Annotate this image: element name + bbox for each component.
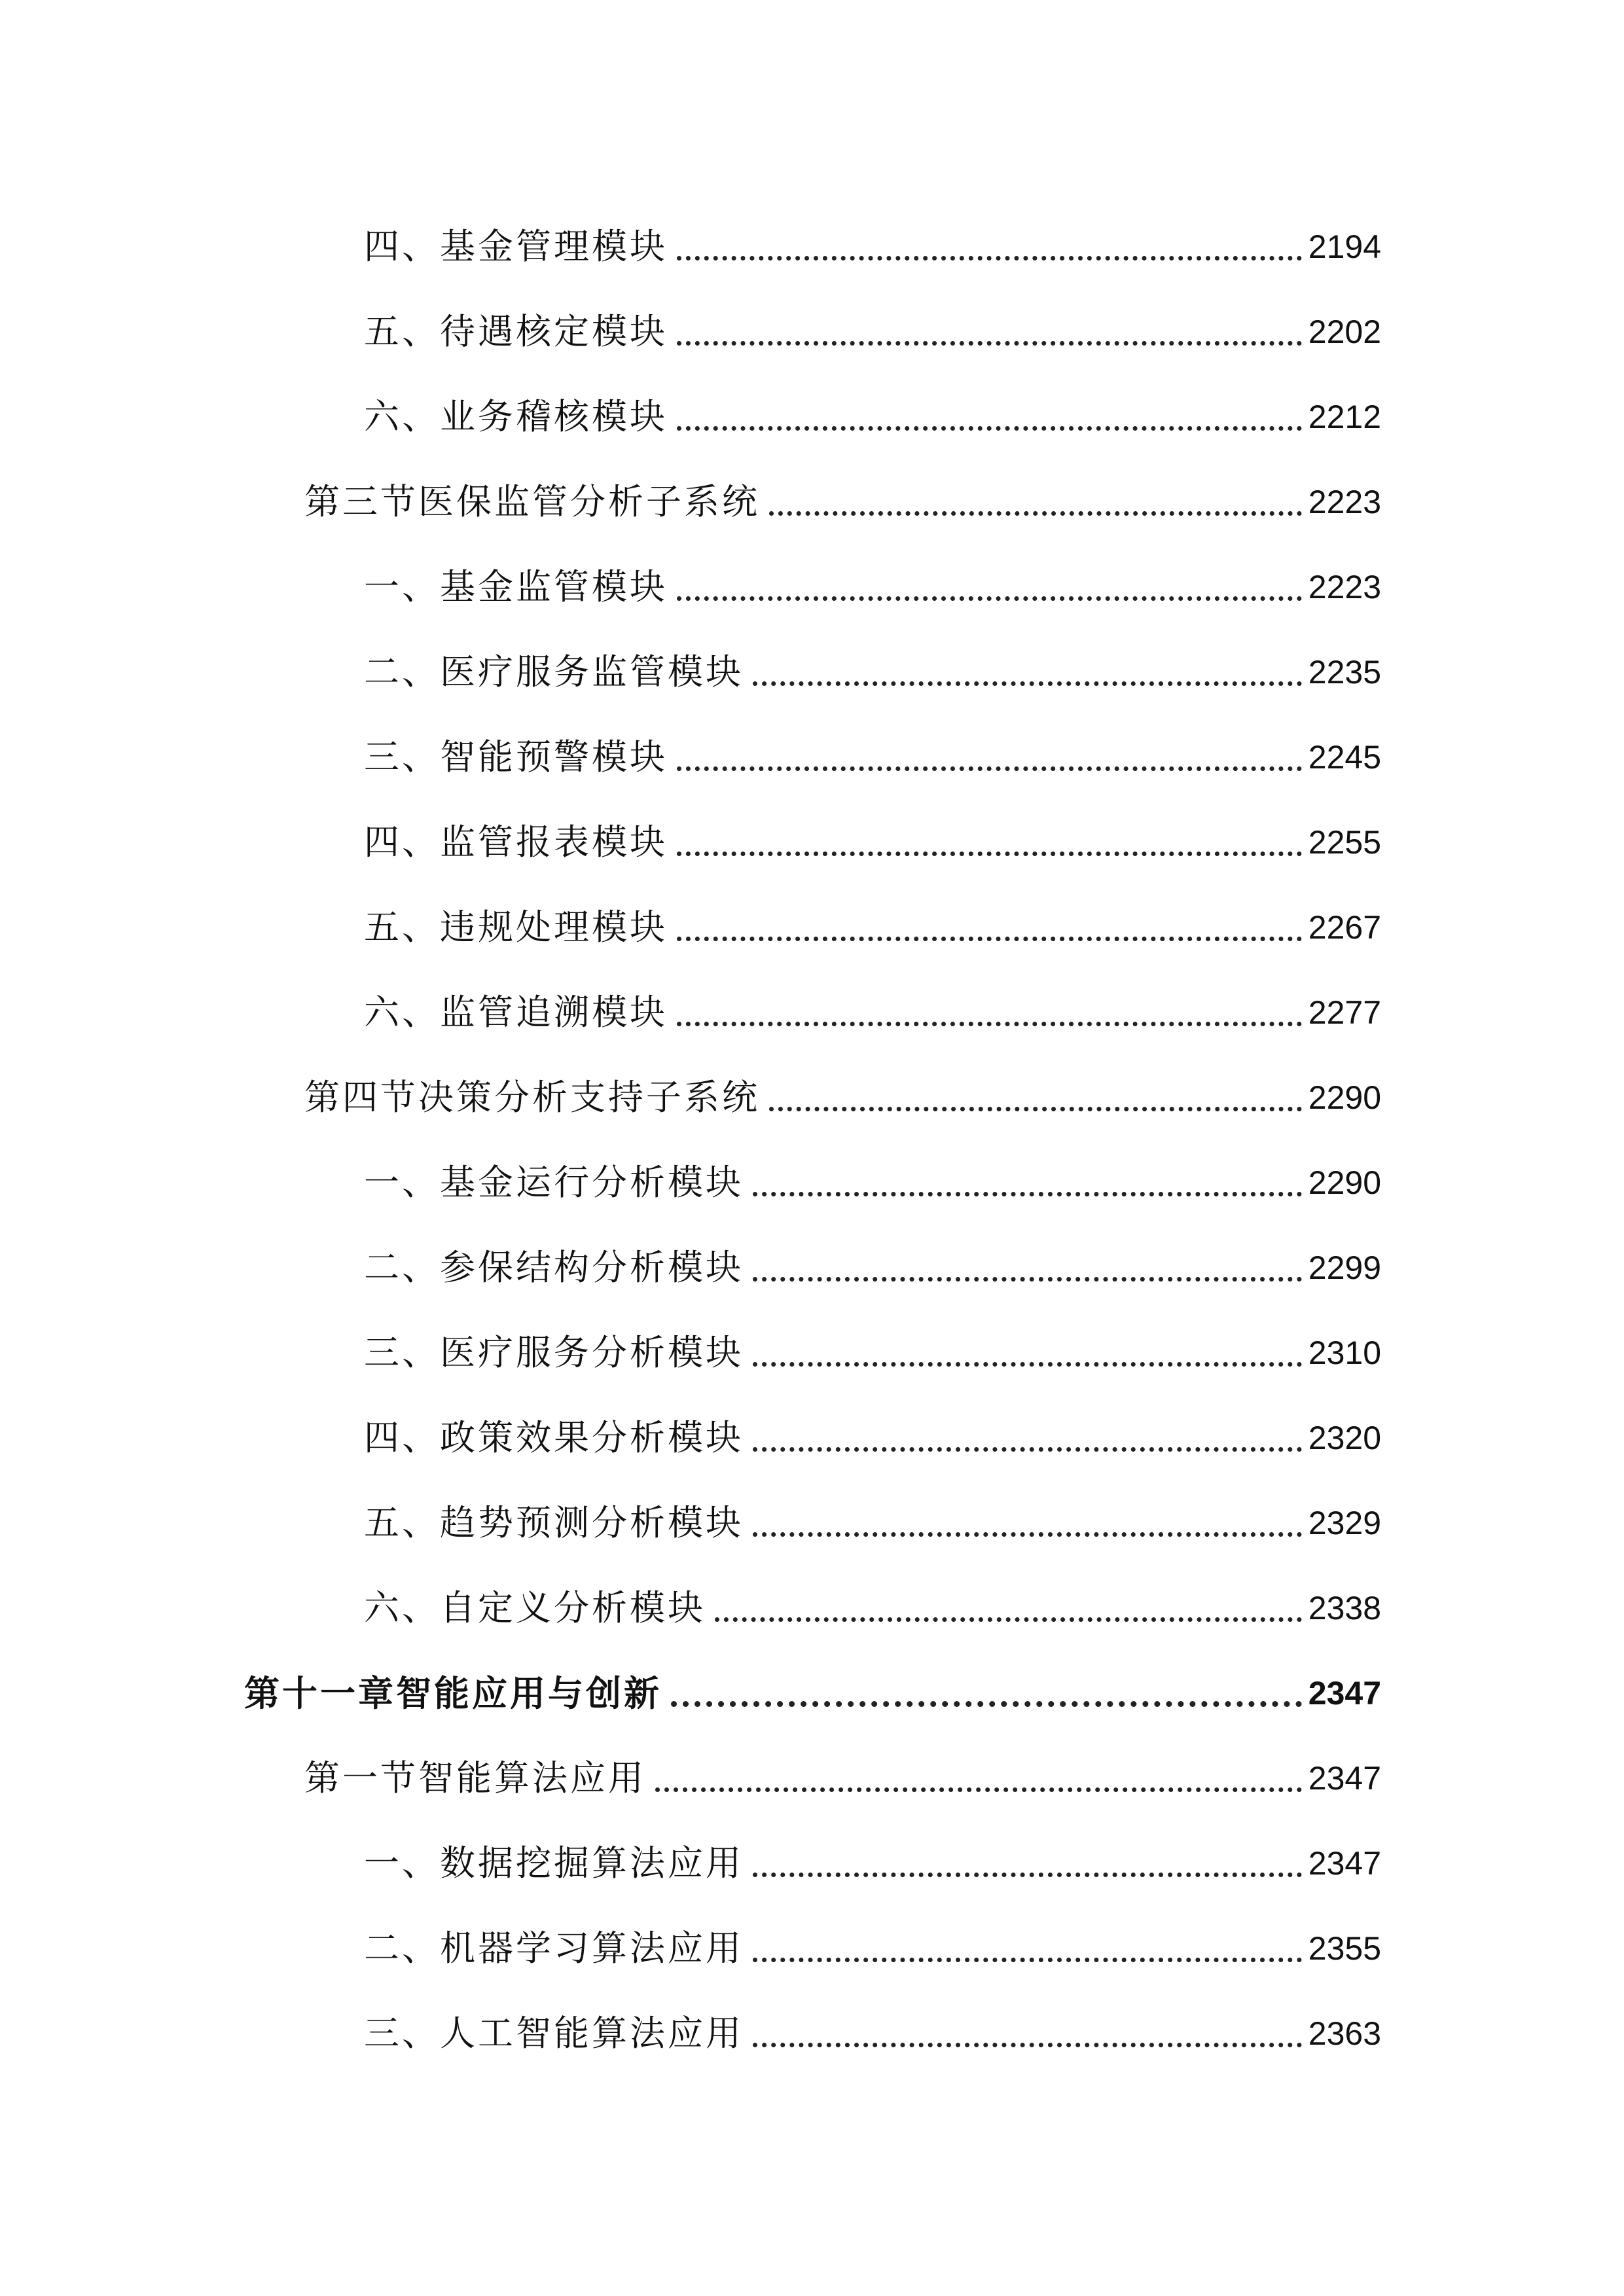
dot-leader — [677, 937, 1302, 941]
toc-entry[interactable] — [364, 1918, 1381, 1970]
toc-entry[interactable] — [364, 2003, 1381, 2055]
toc-page-number: 2290 — [1308, 1079, 1381, 1116]
toc-page-number: 2347 — [1308, 1675, 1381, 1712]
toc-entry-title: 一、数据挖掘算法应用 — [364, 1842, 744, 1884]
dot-leader — [753, 1277, 1302, 1282]
toc-entry[interactable] — [364, 1492, 1381, 1545]
toc-entry-title: 三、人工智能算法应用 — [364, 2013, 744, 2054]
dot-leader — [769, 1107, 1302, 1111]
dot-leader — [753, 1192, 1302, 1196]
toc-page-number: 2320 — [1308, 1420, 1381, 1456]
dot-leader — [671, 1701, 1302, 1707]
toc-entry[interactable] — [364, 812, 1381, 864]
toc-entry-title: 第十一章智能应用与创新 — [244, 1672, 662, 1714]
dot-leader — [753, 1447, 1302, 1452]
dot-leader — [753, 1532, 1302, 1537]
toc-entry-title: 四、基金管理模块 — [364, 226, 668, 267]
dot-leader — [677, 256, 1302, 260]
toc-entry[interactable] — [304, 471, 1381, 524]
toc-page-number: 2310 — [1308, 1335, 1381, 1371]
toc-entry-title: 六、监管追溯模块 — [364, 992, 668, 1033]
toc-page-number: 2255 — [1308, 824, 1381, 861]
toc-entry-title: 四、监管报表模块 — [364, 821, 668, 863]
toc-entry[interactable] — [364, 1237, 1381, 1289]
toc-page-number: 2212 — [1308, 399, 1381, 435]
dot-leader — [677, 426, 1302, 431]
toc-page-number: 2355 — [1308, 1930, 1381, 1967]
toc-entry-title: 五、违规处理模块 — [364, 906, 668, 948]
toc-page-number: 2347 — [1308, 1760, 1381, 1797]
toc-page-number: 2329 — [1308, 1505, 1381, 1541]
toc-entry-title: 第一节智能算法应用 — [304, 1757, 646, 1799]
toc-entry-title: 二、参保结构分析模块 — [364, 1247, 744, 1288]
toc-chapter-entry[interactable] — [244, 1662, 1381, 1715]
toc-page-number: 2267 — [1308, 909, 1381, 946]
toc-entry-title: 第三节医保监管分析子系统 — [304, 481, 760, 522]
toc-page-number: 2277 — [1308, 994, 1381, 1031]
toc-page-number: 2363 — [1308, 2015, 1381, 2052]
dot-leader — [753, 1362, 1302, 1367]
toc-entry[interactable] — [304, 1067, 1381, 1119]
dot-leader — [677, 852, 1302, 856]
dot-leader — [769, 511, 1302, 516]
toc-page-number: 2245 — [1308, 739, 1381, 776]
toc-entry-title: 三、医疗服务分析模块 — [364, 1332, 744, 1373]
toc-entry[interactable] — [364, 641, 1381, 694]
toc-entry-title: 四、政策效果分析模块 — [364, 1417, 744, 1458]
toc-entry-title: 第四节决策分析支持子系统 — [304, 1077, 760, 1118]
toc-page-number: 2223 — [1308, 484, 1381, 520]
toc-page-number: 2299 — [1308, 1249, 1381, 1286]
toc-entry[interactable] — [304, 1748, 1381, 1800]
toc-entry-title: 三、智能预警模块 — [364, 736, 668, 778]
toc-entry[interactable] — [364, 216, 1381, 268]
dot-leader — [655, 1787, 1302, 1792]
toc-entry[interactable] — [364, 897, 1381, 949]
toc-entry-title: 一、基金监管模块 — [364, 566, 668, 607]
toc-entry[interactable] — [364, 301, 1381, 353]
toc-entry[interactable] — [364, 726, 1381, 779]
toc-entry[interactable] — [364, 982, 1381, 1034]
toc-entry-title: 六、自定义分析模块 — [364, 1587, 706, 1628]
toc-entry[interactable] — [364, 386, 1381, 439]
toc-entry[interactable] — [364, 1152, 1381, 1204]
dot-leader — [715, 1617, 1302, 1622]
toc-entry-title: 六、业务稽核模块 — [364, 396, 668, 437]
toc-page-number: 2223 — [1308, 569, 1381, 605]
dot-leader — [753, 1873, 1302, 1877]
dot-leader — [677, 766, 1302, 771]
toc-entry-title: 二、医疗服务监管模块 — [364, 651, 744, 692]
dot-leader — [753, 681, 1302, 686]
dot-leader — [677, 341, 1302, 346]
toc-page-number: 2235 — [1308, 654, 1381, 691]
toc-page-number: 2202 — [1308, 314, 1381, 350]
dot-leader — [677, 1022, 1302, 1026]
toc-entry[interactable] — [364, 1407, 1381, 1460]
toc-entry[interactable] — [364, 1577, 1381, 1630]
toc-entry-title: 五、待遇核定模块 — [364, 311, 668, 352]
toc-page-number: 2194 — [1308, 228, 1381, 265]
toc-entry[interactable] — [364, 556, 1381, 609]
toc-entry-title: 二、机器学习算法应用 — [364, 1928, 744, 1969]
toc-entry-title: 五、趋势预测分析模块 — [364, 1502, 744, 1543]
dot-leader — [753, 2043, 1302, 2047]
dot-leader — [677, 596, 1302, 601]
toc-page-number: 2338 — [1308, 1590, 1381, 1626]
toc-entry[interactable] — [364, 1833, 1381, 1885]
toc-entry[interactable] — [364, 1322, 1381, 1374]
dot-leader — [753, 1958, 1302, 1962]
toc-page-number: 2290 — [1308, 1164, 1381, 1201]
toc-entry-title: 一、基金运行分析模块 — [364, 1162, 744, 1203]
toc-page-number: 2347 — [1308, 1845, 1381, 1882]
